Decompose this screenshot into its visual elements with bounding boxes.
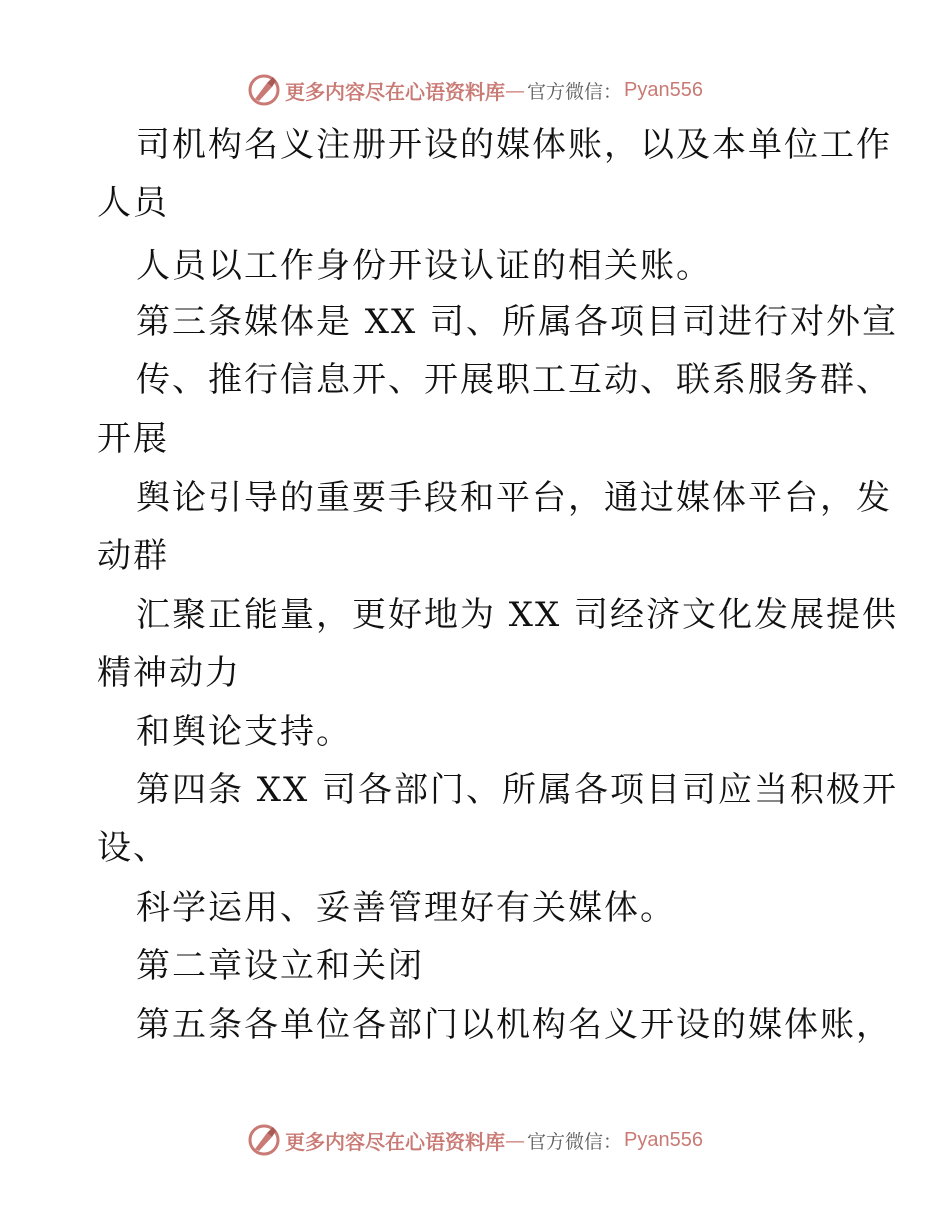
header-banner-official-label: 官方微信： [527, 80, 623, 103]
document-line: 精神动力 [97, 653, 241, 693]
pen-logo-icon [247, 1123, 281, 1157]
header-banner-wechat-id: Pyan556 [624, 78, 703, 101]
document-line: 和舆论支持。 [136, 712, 352, 752]
pen-logo-icon [247, 73, 281, 107]
footer-banner-text: 更多内容尽在心语资料库 [285, 1129, 505, 1154]
document-line: 汇聚正能量，更好地为 XX 司经济文化发展提供 [136, 595, 899, 635]
document-line: 司机构名义注册开设的媒体账，以及本单位工作 [136, 125, 892, 165]
document-line: 舆论引导的重要手段和平台，通过媒体平台，发 [136, 478, 892, 518]
document-line: 人员以工作身份开设认证的相关账。 [136, 246, 712, 286]
document-line: 第五条各单位各部门以机构名义开设的媒体账， [136, 1005, 892, 1045]
document-line: 设、 [97, 828, 169, 868]
header-watermark-banner [0, 70, 950, 110]
document-line: 传、推行信息开、开展职工互动、联系服务群、 [136, 360, 892, 400]
document-line: 第三条媒体是 XX 司、所属各项目司进行对外宣 [136, 302, 899, 342]
document-line: 人员 [97, 183, 169, 223]
footer-banner-wechat-id: Pyan556 [624, 1128, 703, 1151]
section-heading: 第二章设立和关闭 [136, 946, 424, 986]
footer-banner-dash: — [505, 1128, 525, 1152]
document-line: 科学运用、妥善管理好有关媒体。 [136, 888, 676, 928]
footer-banner-official-label: 官方微信： [527, 1130, 623, 1153]
document-line: 第四条 XX 司各部门、所属各项目司应当积极开 [136, 770, 899, 810]
document-line: 开展 [97, 419, 169, 459]
document-line: 动群 [97, 536, 169, 576]
header-banner-text: 更多内容尽在心语资料库 [285, 79, 505, 104]
header-banner-dash: — [505, 78, 525, 102]
footer-watermark-banner [0, 1120, 950, 1160]
